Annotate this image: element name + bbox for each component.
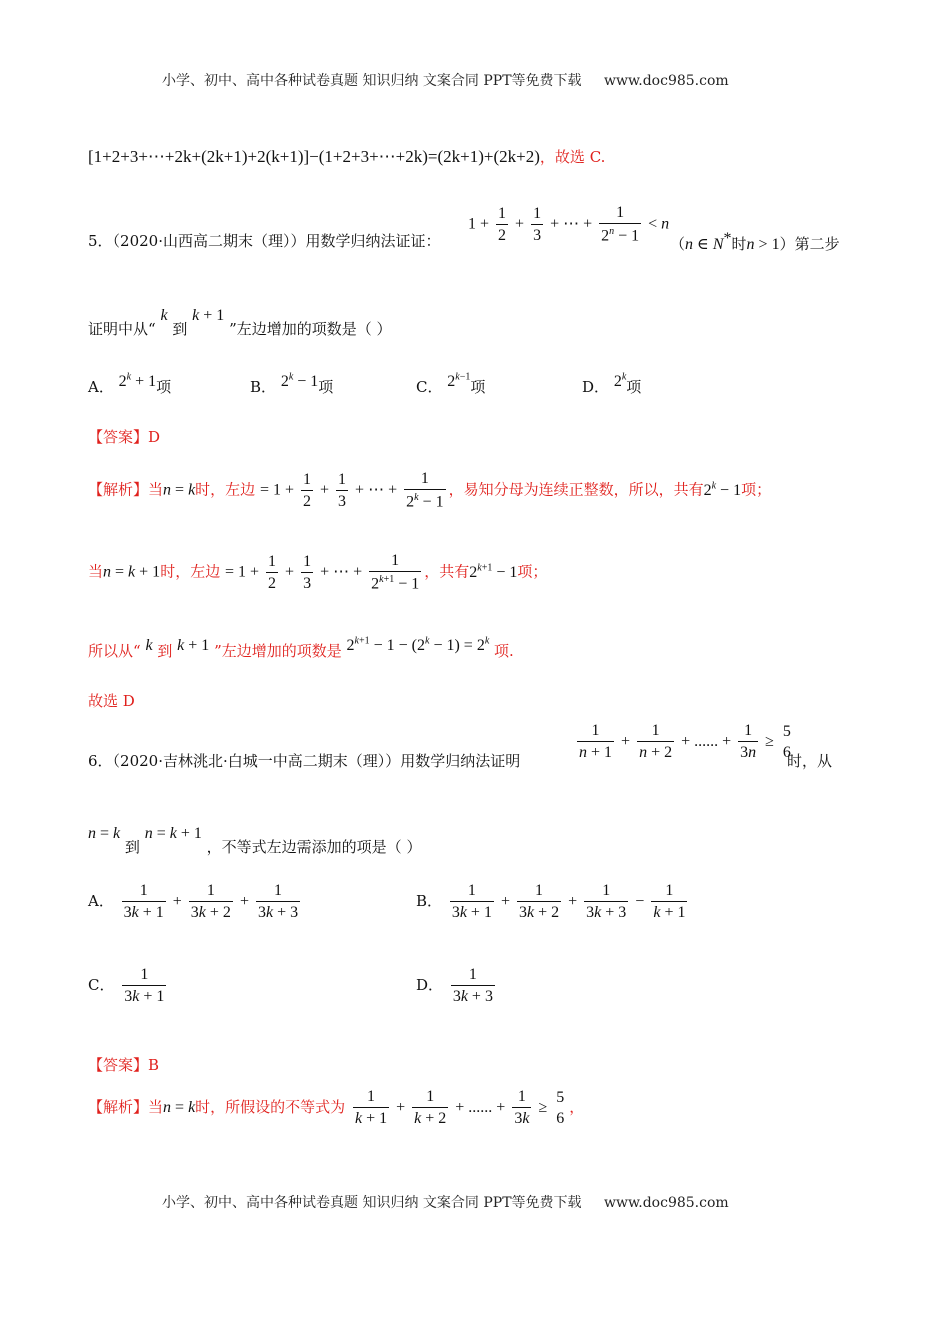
q5-condition: （n ∈ N*时n > 1）第二步: [670, 230, 840, 253]
header-text: 小学、初中、高中各种试卷真题 知识归纳 文案合同 PPT等免费下载: [162, 73, 582, 89]
q5-answer: 【答案】D: [88, 428, 161, 446]
q5-option-b[interactable]: B． $2^k - 1$项: [250, 371, 334, 396]
page-header: [162, 70, 729, 90]
q6-analysis-1: 【解析】当n = k时，所假设的不等式为 $\frac{1}{k + 1}$ + $\frac{1}{k + 2}$ + ...... + $\frac{1}{3k}$ ≥ 5 6 ，: [88, 1088, 585, 1128]
q6-answer: 【答案】B: [88, 1056, 160, 1074]
prev-equation: [1+2+3+⋯+2k+(2k+1)+2(k+1)]−(1+2+3+⋯+2k)=(2k+1)+(2k+2): [88, 147, 540, 166]
prev-conclusion: ，故选 C.: [539, 148, 606, 166]
prev-solution-line: [88, 146, 605, 167]
q5-line2: 证明中从“ k 到 k + 1 ”左边增加的项数是（ ）: [88, 307, 392, 338]
q6-option-d[interactable]: D． $\frac{1}{3k + 3}$: [416, 966, 493, 1006]
q6-line2: n = k 到 n = k + 1 ，不等式左边需添加的项是（ ）: [88, 825, 422, 856]
q5-inequality: 1 + $\frac{1}{2}$ + $\frac{1}{3}$ + ⋯ + $\frac{1}{2^n - 1}$ < n: [468, 204, 670, 245]
footer-text: 小学、初中、高中各种试卷真题 知识归纳 文案合同 PPT等免费下载: [162, 1195, 582, 1211]
q6-stem-end: 时，从: [787, 752, 833, 770]
q5-analysis-1: 【解析】当n = k时，左边 = 1 + $\frac{1}{2}$ + $\frac{1}{3}$ + ⋯ + $\frac{1}{2^k - 1}$ ，易知分母为连续正整数，所以，共有$2^k - 1$项；: [88, 470, 772, 511]
page-footer: [162, 1192, 729, 1212]
q5-number: 5．: [88, 232, 113, 250]
q5-stem-text: 用数学归纳法证证：: [305, 232, 441, 250]
q5-analysis-3: 所以从“ k 到 k + 1 ”左边增加的项数是 $2^{k+1} - 1 - (2^k - 1) = 2^k$ 项.: [88, 635, 514, 660]
q6-option-a[interactable]: A． $\frac{1}{3k + 1}$ + $\frac{1}{3k + 2}$ + $\frac{1}{3k + 3}$: [88, 882, 299, 922]
q6-option-c[interactable]: C． $\frac{1}{3k + 1}$: [88, 966, 165, 1006]
q5-analysis-2: 当n = k + 1时，左边 = 1 + $\frac{1}{2}$ + $\frac{1}{3}$ + ⋯ + $\frac{1}{2^{k+1} - 1}$ ，共有$2^{k+1} - 1$项；: [88, 552, 548, 593]
q5-option-c[interactable]: C． $2^{k-1}$项: [416, 371, 486, 396]
q6-stem: 6．（2020·吉林洮北·白城一中高二期末（理））用数学归纳法证明: [88, 752, 521, 770]
q5-source: （2020·山西高二期末（理））: [112, 232, 306, 250]
header-url: www.doc985.com: [603, 73, 729, 89]
q6-option-b[interactable]: B． $\frac{1}{3k + 1}$ + $\frac{1}{3k + 2}$ + $\frac{1}{3k + 3}$ − $\frac{1}{k + 1}$: [416, 882, 686, 922]
q5-option-a[interactable]: A． $2^k + 1$项: [88, 371, 172, 396]
q5-option-d[interactable]: D． 2$^k$项: [582, 371, 642, 396]
footer-url: www.doc985.com: [603, 1195, 729, 1211]
q6-inequality: $\frac{1}{n + 1}$ + $\frac{1}{n + 2}$ + ...... + $\frac{1}{3n}$ ≥ 5 6: [579, 722, 791, 762]
q5-final: 故选 D: [88, 692, 135, 710]
q5-stem: [88, 230, 441, 251]
